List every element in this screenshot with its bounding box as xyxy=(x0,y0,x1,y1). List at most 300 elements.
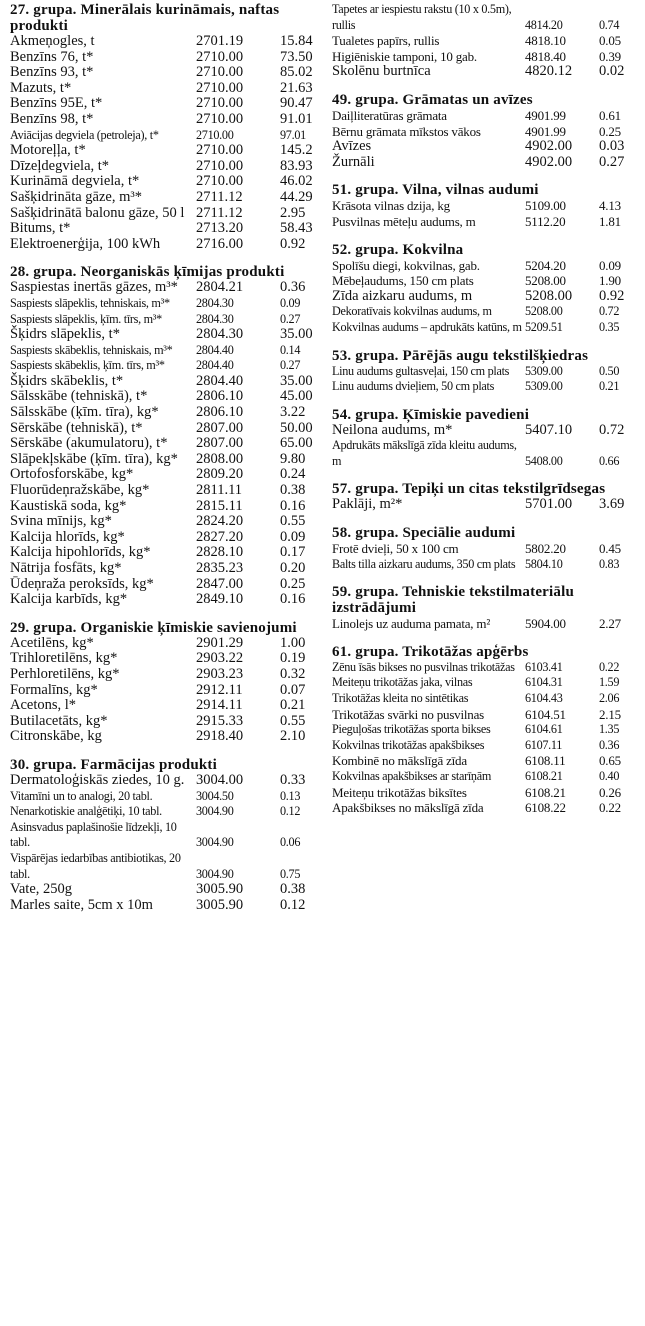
price-row xyxy=(10,898,317,914)
price-group xyxy=(332,182,637,229)
item-name: Butilacetāts, kg* xyxy=(10,712,108,729)
price-row xyxy=(10,159,317,175)
price-row xyxy=(332,738,637,754)
item-value: 2.06 xyxy=(599,691,620,706)
item-code: 2808.00 xyxy=(196,450,244,467)
item-code: 6108.21 xyxy=(525,769,563,783)
price-row xyxy=(10,530,317,546)
item-code: 2849.10 xyxy=(196,591,244,608)
group-heading: 61. grupa. Trikotāžas apģērbs xyxy=(332,643,529,660)
item-name: Tapetes ar iespiestu rakstu (10 x 0.5m), rullis xyxy=(332,2,512,32)
item-code: 4901.99 xyxy=(525,123,566,139)
item-value: 0.65 xyxy=(599,753,621,769)
item-value: 0.38 xyxy=(280,482,306,499)
group-heading: 51. grupa. Vilna, vilnas audumi xyxy=(332,182,539,199)
price-row xyxy=(332,675,637,691)
item-code: 2710.00 xyxy=(196,173,244,190)
price-row xyxy=(10,436,317,452)
item-value: 0.72 xyxy=(599,421,625,438)
item-code: 4820.12 xyxy=(525,63,573,80)
price-row xyxy=(10,190,317,206)
item-name: Nenarkotiskie analģētiķi, 10 tabl. xyxy=(10,804,162,819)
price-group xyxy=(332,2,637,80)
price-group xyxy=(332,242,637,336)
item-name: Vitamīni un to analogi, 20 tabl. xyxy=(10,788,153,803)
item-code: 2903.22 xyxy=(196,650,244,667)
price-row xyxy=(332,198,637,214)
item-value: 0.19 xyxy=(280,650,306,667)
item-code: 2914.11 xyxy=(196,697,243,714)
price-row xyxy=(332,691,637,707)
item-value: 0.32 xyxy=(280,665,306,682)
left-column xyxy=(10,2,317,925)
item-value: 91.01 xyxy=(280,110,313,127)
item-code: 4814.20 xyxy=(525,17,563,32)
price-group xyxy=(332,525,637,572)
item-value: 0.21 xyxy=(280,697,306,714)
price-row xyxy=(10,50,317,66)
item-name: Paklāji, m²* xyxy=(332,496,403,513)
item-value: 45.00 xyxy=(280,388,313,405)
item-value: 73.50 xyxy=(280,48,313,65)
price-row xyxy=(10,343,317,359)
price-row xyxy=(10,128,317,144)
group-heading: 57. grupa. Tepiķi un citas tekstilgrīdsegas xyxy=(332,481,606,498)
price-row xyxy=(10,683,317,699)
item-name: Kalcija hipohlorīds, kg* xyxy=(10,544,151,561)
price-row xyxy=(10,483,317,499)
item-name: Linu audums dvieļiem, 50 cm plats xyxy=(332,379,495,394)
item-name: Benzīns 93, t* xyxy=(10,64,94,81)
price-group xyxy=(332,481,637,513)
item-value: 0.12 xyxy=(280,804,301,819)
item-code: 5804.10 xyxy=(525,556,563,571)
item-value: 145.2 xyxy=(280,142,313,159)
item-name: Mēbeļaudums, 150 cm plats xyxy=(332,273,474,289)
item-value: 0.92 xyxy=(280,235,306,252)
item-value: 1.59 xyxy=(599,675,620,690)
item-code: 2918.40 xyxy=(196,728,244,745)
price-group xyxy=(332,584,637,632)
item-name: Kokvilnas apakšbikses ar starīņām xyxy=(332,769,491,783)
price-row xyxy=(332,497,637,513)
price-row xyxy=(332,800,637,816)
item-name: Dermatoloģiskās ziedes, 10 g. xyxy=(10,771,185,788)
item-value: 97.01 xyxy=(280,127,306,142)
item-name: Žurnāli xyxy=(332,153,375,170)
item-code: 2828.10 xyxy=(196,544,244,561)
item-value: 0.20 xyxy=(280,560,306,576)
item-name: Fluorūdeņražskābe, kg* xyxy=(10,482,150,499)
item-code: 3004.50 xyxy=(196,788,234,803)
item-value: 0.09 xyxy=(599,257,621,273)
item-code: 5309.00 xyxy=(525,363,563,378)
item-code: 2804.30 xyxy=(196,311,234,326)
price-row xyxy=(332,379,637,395)
item-name: Nātrija fosfāts, kg* xyxy=(10,560,122,576)
item-name: Pusvilnas mēteļu audums, m xyxy=(332,213,476,229)
item-name: Daiļliteratūras grāmata xyxy=(332,107,447,123)
price-row xyxy=(10,577,317,593)
price-row xyxy=(332,155,637,171)
item-code: 5309.00 xyxy=(525,379,563,394)
item-value: 46.02 xyxy=(280,173,313,190)
item-name: Pieguļošas trikotāžas sporta bikses xyxy=(332,722,491,737)
item-value: 0.39 xyxy=(599,48,621,64)
item-code: 6108.22 xyxy=(525,800,566,816)
item-code: 6104.43 xyxy=(525,691,563,706)
item-name: Avīzes xyxy=(332,138,372,155)
item-code: 2807.00 xyxy=(196,419,244,436)
item-code: 2903.23 xyxy=(196,665,244,682)
item-code: 5208.00 xyxy=(525,304,563,319)
item-name: Mazuts, t* xyxy=(10,79,72,96)
item-value: 0.55 xyxy=(280,513,306,530)
price-row xyxy=(10,65,317,81)
item-value: 35.00 xyxy=(280,372,313,389)
group-heading: 54. grupa. Ķīmiskie pavedieni xyxy=(332,406,530,423)
item-name: Ūdeņraža peroksīds, kg* xyxy=(10,575,154,592)
item-code: 6108.21 xyxy=(525,784,566,800)
item-name: Balts tilla aizkaru audums, 350 cm plats xyxy=(332,556,516,571)
price-row xyxy=(10,112,317,128)
item-value: 2.95 xyxy=(280,204,306,221)
price-row xyxy=(10,358,317,374)
item-value: 0.03 xyxy=(599,138,625,155)
item-name: Elektroenerģija, 100 kWh xyxy=(10,235,161,252)
item-value: 0.35 xyxy=(599,319,620,334)
item-value: 0.25 xyxy=(280,575,306,592)
item-code: 6104.51 xyxy=(525,706,566,722)
price-row xyxy=(332,557,637,573)
item-code: 2912.11 xyxy=(196,681,243,698)
item-code: 5408.00 xyxy=(525,453,563,468)
item-value: 1.35 xyxy=(599,722,620,737)
item-name: Saspiests slāpeklis, ķīm. tīrs, m³* xyxy=(10,311,162,326)
price-row xyxy=(10,636,317,652)
price-row xyxy=(10,174,317,190)
item-value: 3.22 xyxy=(280,404,306,421)
item-code: 3004.90 xyxy=(196,835,234,850)
item-code: 2710.00 xyxy=(196,127,234,142)
item-name: Tualetes papīrs, rullis xyxy=(332,33,440,49)
item-code: 3004.00 xyxy=(196,771,244,788)
price-row xyxy=(10,882,317,898)
item-name: Vispārējas iedarbības antibiotikas, 20 tabl. xyxy=(10,850,181,881)
item-value: 0.38 xyxy=(280,881,306,898)
item-value: 35.00 xyxy=(280,326,313,343)
item-value: 0.36 xyxy=(599,737,620,752)
item-code: 2824.20 xyxy=(196,513,244,530)
item-code: 2807.00 xyxy=(196,435,244,452)
price-row xyxy=(10,651,317,667)
item-value: 1.90 xyxy=(599,273,621,289)
item-name: Formalīns, kg* xyxy=(10,681,98,698)
item-value: 1.81 xyxy=(599,213,621,229)
item-value: 0.13 xyxy=(280,788,301,803)
price-row xyxy=(10,729,317,745)
item-code: 5802.20 xyxy=(525,541,566,557)
item-value: 0.36 xyxy=(280,279,306,296)
item-value: 83.93 xyxy=(280,157,313,174)
price-row xyxy=(332,364,637,380)
item-name: Svina mīnijs, kg* xyxy=(10,513,112,530)
item-value: 0.83 xyxy=(599,556,620,571)
item-code: 2804.40 xyxy=(196,342,234,357)
price-group xyxy=(332,644,637,816)
item-code: 2804.30 xyxy=(196,326,244,343)
item-name: Benzīns 98, t* xyxy=(10,110,94,127)
item-value: 0.50 xyxy=(599,363,620,378)
item-value: 0.55 xyxy=(280,712,306,729)
item-code: 2710.00 xyxy=(196,64,244,81)
item-name: Dekoratīvais kokvilnas audums, m xyxy=(332,304,492,319)
item-name: Šķidrs skābeklis, t* xyxy=(10,372,124,389)
item-code: 2716.00 xyxy=(196,235,244,252)
item-value: 0.16 xyxy=(280,591,306,608)
item-name: Linu audums gultasveļai, 150 cm plats xyxy=(332,363,510,378)
item-code: 6108.11 xyxy=(525,753,566,769)
price-row xyxy=(10,296,317,312)
item-value: 0.21 xyxy=(599,379,620,394)
item-code: 3004.90 xyxy=(196,804,234,819)
item-name: Citronskābe, kg xyxy=(10,728,102,745)
item-code: 2710.00 xyxy=(196,142,244,159)
item-code: 4901.99 xyxy=(525,107,566,123)
item-code: 2710.00 xyxy=(196,48,244,65)
item-name: Higiēniskie tamponi, 10 gab. xyxy=(332,48,477,64)
item-value: 0.09 xyxy=(280,528,306,545)
price-group xyxy=(332,407,637,470)
item-name: Ortofosforskābe, kg* xyxy=(10,466,134,483)
price-row xyxy=(10,81,317,97)
item-value: 85.02 xyxy=(280,64,313,81)
price-group xyxy=(10,757,317,913)
price-row xyxy=(10,592,317,608)
price-row xyxy=(332,304,637,320)
price-row xyxy=(10,34,317,50)
item-name: Meiteņu trikotāžas jaka, vilnas xyxy=(332,675,473,690)
item-name: Sālsskābe (tehniskā), t* xyxy=(10,388,148,405)
item-name: Sašķidrinātā balonu gāze, 50 l xyxy=(10,204,185,221)
item-value: 2.15 xyxy=(599,706,621,722)
item-value: 0.66 xyxy=(599,453,620,468)
item-value: 0.06 xyxy=(280,835,301,850)
group-heading: 27. grupa. Minerālais kurināmais, naftas produkti xyxy=(10,2,280,34)
item-name: Zēnu īsās bikses no pusvilnas trikotāžas xyxy=(332,659,515,674)
item-value: 0.74 xyxy=(599,17,620,32)
item-code: 2711.12 xyxy=(196,188,243,205)
price-row xyxy=(332,707,637,723)
item-value: 0.27 xyxy=(280,311,301,326)
item-code: 5208.00 xyxy=(525,273,566,289)
item-name: Benzīns 95E, t* xyxy=(10,95,103,112)
price-row xyxy=(10,280,317,296)
item-code: 4902.00 xyxy=(525,153,573,170)
price-row xyxy=(332,541,637,557)
group-heading: 58. grupa. Speciālie audumi xyxy=(332,525,516,542)
item-name: Marles saite, 5cm x 10m xyxy=(10,896,153,913)
item-code: 3005.90 xyxy=(196,896,244,913)
item-code: 4902.00 xyxy=(525,138,573,155)
price-row xyxy=(10,667,317,683)
item-name: Acetons, l* xyxy=(10,697,77,714)
item-code: 2804.40 xyxy=(196,358,234,373)
item-name: Kombinē no mākslīgā zīda xyxy=(332,753,467,769)
price-row xyxy=(10,389,317,405)
item-value: 0.25 xyxy=(599,123,621,139)
item-value: 0.72 xyxy=(599,304,620,319)
group-heading: 52. grupa. Kokvilna xyxy=(332,241,464,258)
item-value: 58.43 xyxy=(280,220,313,237)
item-name: Frotē dvieļi, 50 x 100 cm xyxy=(332,541,459,557)
item-code: 5407.10 xyxy=(525,421,573,438)
price-row xyxy=(10,452,317,468)
price-row xyxy=(10,467,317,483)
price-row xyxy=(332,769,637,785)
price-row xyxy=(10,851,317,882)
price-row xyxy=(332,320,637,336)
price-row xyxy=(332,2,637,33)
item-value: 0.24 xyxy=(280,466,306,483)
item-value: 3.69 xyxy=(599,496,625,513)
price-row xyxy=(10,698,317,714)
item-name: Apdrukāts mākslīgā zīda kleitu audums, m xyxy=(332,438,517,468)
price-row xyxy=(10,561,317,577)
item-value: 9.80 xyxy=(280,450,306,467)
item-value: 1.00 xyxy=(280,634,306,651)
price-row xyxy=(10,499,317,515)
item-value: 0.17 xyxy=(280,544,306,561)
item-name: Kalcija hlorīds, kg* xyxy=(10,528,125,545)
item-value: 0.16 xyxy=(280,497,306,514)
item-name: Trikotāžas svārki no pusvilnas xyxy=(332,706,485,722)
item-code: 2806.10 xyxy=(196,404,244,421)
item-name: Perhloretilēns, kg* xyxy=(10,665,120,682)
price-row xyxy=(10,206,317,222)
item-code: 2710.00 xyxy=(196,95,244,112)
item-name: Linolejs uz auduma pamata, m² xyxy=(332,616,491,632)
price-row xyxy=(10,773,317,789)
item-name: Neilona audums, m* xyxy=(332,421,453,438)
item-code: 5208.00 xyxy=(525,287,573,304)
price-row xyxy=(332,273,637,289)
price-group xyxy=(10,2,317,252)
item-code: 5904.00 xyxy=(525,616,566,632)
price-row xyxy=(332,423,637,439)
item-name: Skolēnu burtnīca xyxy=(332,63,431,80)
item-value: 15.84 xyxy=(280,33,313,49)
item-value: 0.33 xyxy=(280,771,306,788)
price-row xyxy=(10,143,317,159)
item-name: Benzīns 76, t* xyxy=(10,48,94,65)
group-heading: 59. grupa. Tehniskie tekstilmateriālu izstrādājumi xyxy=(332,584,575,617)
price-group xyxy=(10,620,317,745)
item-name: Kalcija karbīds, kg* xyxy=(10,591,128,608)
item-value: 0.92 xyxy=(599,287,625,304)
item-code: 2804.30 xyxy=(196,295,234,310)
item-name: Spolīšu diegi, kokvilnas, gab. xyxy=(332,257,480,273)
price-row xyxy=(332,124,637,140)
item-code: 4818.40 xyxy=(525,48,566,64)
price-row xyxy=(10,514,317,530)
item-code: 2847.00 xyxy=(196,575,244,592)
item-name: Trihloretilēns, kg* xyxy=(10,650,118,667)
group-heading: 29. grupa. Organiskie ķīmiskie savienojumi xyxy=(10,619,297,636)
item-name: Vate, 250g xyxy=(10,881,73,898)
item-code: 5109.00 xyxy=(525,198,566,214)
item-code: 2711.12 xyxy=(196,204,243,221)
item-code: 2815.11 xyxy=(196,497,243,514)
item-name: Sērskābe (akumulatoru), t* xyxy=(10,435,168,452)
item-value: 0.09 xyxy=(280,295,301,310)
item-value: 0.07 xyxy=(280,681,306,698)
item-code: 2804.40 xyxy=(196,372,244,389)
price-row xyxy=(10,374,317,390)
item-name: Saspiestas inertās gāzes, m³* xyxy=(10,279,178,296)
price-row xyxy=(332,108,637,124)
item-name: Sērskābe (tehniskā), t* xyxy=(10,419,143,436)
item-name: Dīzeļdegviela, t* xyxy=(10,157,110,174)
item-code: 3005.90 xyxy=(196,881,244,898)
item-value: 0.45 xyxy=(599,541,621,557)
item-name: Motoreļļa, t* xyxy=(10,142,86,159)
item-code: 2710.00 xyxy=(196,110,244,127)
item-code: 5209.51 xyxy=(525,319,563,334)
item-value: 0.40 xyxy=(599,769,620,783)
item-name: Krāsota vilnas dzija, kg xyxy=(332,198,450,214)
item-code: 6104.31 xyxy=(525,675,563,690)
price-row xyxy=(10,714,317,730)
price-row xyxy=(332,49,637,65)
item-value: 0.27 xyxy=(599,153,625,170)
item-value: 65.00 xyxy=(280,435,313,452)
item-code: 2827.20 xyxy=(196,528,244,545)
item-value: 2.27 xyxy=(599,616,621,632)
item-code: 2901.29 xyxy=(196,634,244,651)
item-value: 0.14 xyxy=(280,342,301,357)
price-row xyxy=(10,789,317,805)
item-name: Sālsskābe (ķīm. tīra), kg* xyxy=(10,404,159,421)
item-value: 0.27 xyxy=(280,358,301,373)
item-value: 21.63 xyxy=(280,79,313,96)
price-row xyxy=(332,64,637,80)
price-row xyxy=(332,139,637,155)
item-name: Saspiests skābeklis, ķīm. tīrs, m³* xyxy=(10,358,165,373)
item-value: 0.22 xyxy=(599,800,621,816)
item-name: Kokvilnas audums – apdrukāts katūns, m xyxy=(332,319,522,334)
item-name: Slāpekļskābe (ķīm. tīra), kg* xyxy=(10,450,178,467)
item-name: Bērnu grāmata mīkstos vākos xyxy=(332,123,481,139)
item-code: 3004.90 xyxy=(196,866,234,881)
price-row xyxy=(10,545,317,561)
item-name: Kokvilnas trikotāžas apakšbikses xyxy=(332,737,485,752)
item-code: 2809.20 xyxy=(196,466,244,483)
item-value: 0.26 xyxy=(599,784,621,800)
price-row xyxy=(10,405,317,421)
price-row xyxy=(332,753,637,769)
item-code: 6103.41 xyxy=(525,659,563,674)
price-row xyxy=(332,258,637,274)
item-value: 44.29 xyxy=(280,188,313,205)
item-name: Zīda aizkaru audums, m xyxy=(332,287,473,304)
item-value: 4.13 xyxy=(599,198,621,214)
item-name: Saspiests slāpeklis, tehniskais, m³* xyxy=(10,295,170,310)
item-code: 6104.61 xyxy=(525,722,563,737)
price-row xyxy=(332,438,637,469)
item-name: Bitums, t* xyxy=(10,220,71,237)
item-name: Sašķidrināta gāze, m³* xyxy=(10,188,142,205)
